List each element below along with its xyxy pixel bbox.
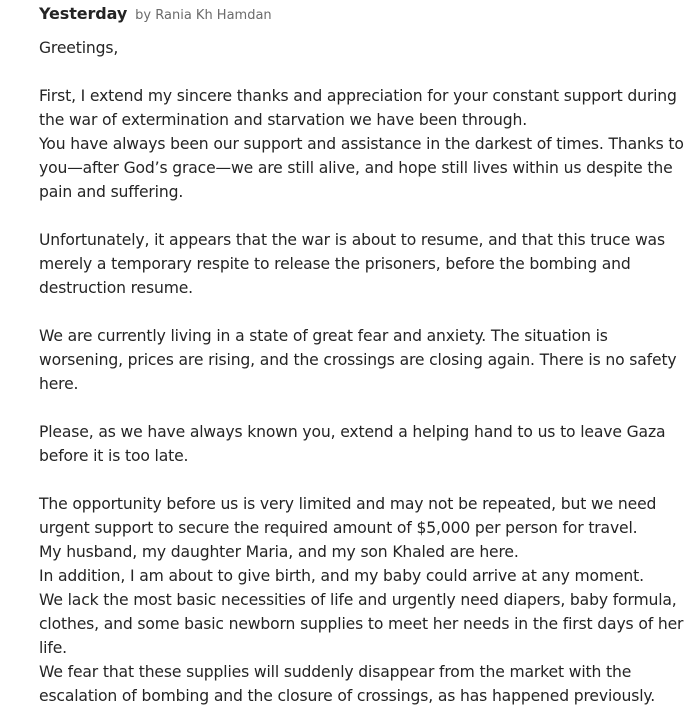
paragraph-line: My husband, my daughter Maria, and my son Khaled are here. [39, 543, 519, 561]
paragraph-thanks [39, 84, 687, 204]
paragraph-greeting [39, 36, 687, 60]
paragraph-line: Greetings, [39, 39, 119, 57]
paragraph-line: We fear that these supplies will suddenly disappear from the market with the escalation of bombing and the closure of crossings, as has happened previously. [39, 663, 656, 705]
paragraph-line: In addition, I am about to give birth, and my baby could arrive at any moment. [39, 567, 644, 585]
paragraph-needs [39, 492, 687, 708]
paragraph-line: We lack the most basic necessities of life and urgently need diapers, baby formula, clothes, and some basic newborn supplies to meet her needs in the first days of her life. [39, 591, 684, 657]
paragraph-line: First, I extend my sincere thanks and appreciation for your constant support during the war of extermination and starvation we have been through. [39, 87, 677, 129]
post-body [39, 36, 687, 708]
paragraph-war-resume [39, 228, 687, 300]
paragraph-plea [39, 420, 687, 468]
paragraph-line: The opportunity before us is very limited and may not be repeated, but we need urgent support to secure the required amount of $5,000 per person for travel. [39, 495, 657, 537]
post-date: Yesterday [39, 4, 128, 23]
paragraph-line: Unfortunately, it appears that the war is about to resume, and that this truce was merely a temporary respite to release the prisoners, before the bombing and destruction resume. [39, 231, 665, 297]
paragraph-line: You have always been our support and assistance in the darkest of times. Thanks to you—after God’s grace—we are still alive, and hope still lives within us despite the pain and suffering. [39, 135, 684, 201]
paragraph-line: We are currently living in a state of great fear and anxiety. The situation is worsening, prices are rising, and the crossings are closing again. There is no safety here. [39, 327, 677, 393]
post-author[interactable]: by Rania Kh Hamdan [135, 8, 272, 23]
paragraph-fear [39, 324, 687, 396]
post-header [39, 4, 687, 30]
paragraph-line: Please, as we have always known you, extend a helping hand to us to leave Gaza before it is too late. [39, 423, 666, 465]
